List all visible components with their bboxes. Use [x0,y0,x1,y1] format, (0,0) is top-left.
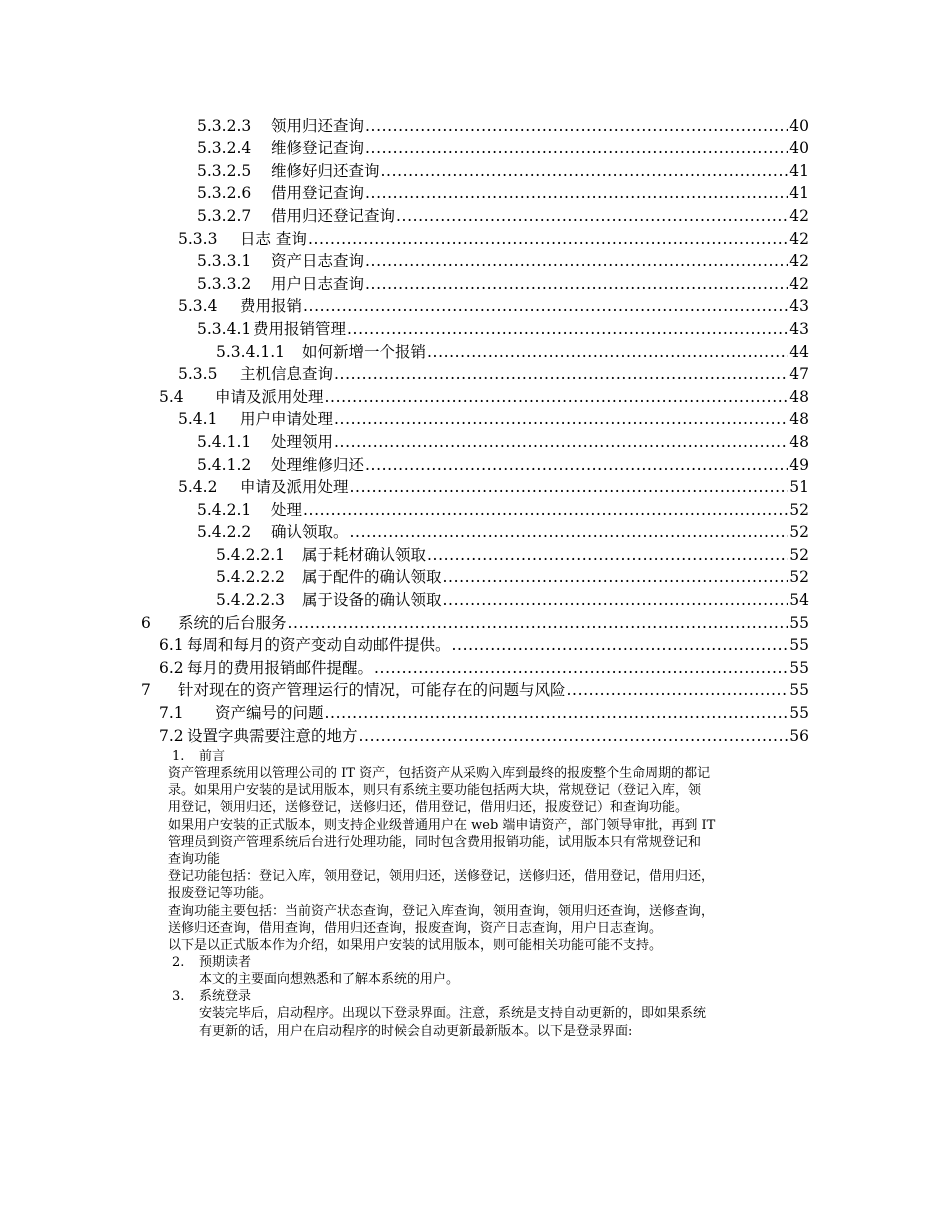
toc-entry-title: 处理 [271,500,303,519]
toc-entry-number: 5.3.4.1 [197,319,252,338]
table-of-contents [0,113,950,746]
toc-page-number: 43 [789,297,809,316]
toc-entry-number: 5.4.2.1 [197,500,252,519]
toc-entry-title: 用户申请处理 [240,410,334,429]
toc-page-number: 48 [789,432,809,451]
paragraph [168,868,950,902]
toc-page-number: 49 [789,455,809,474]
toc-dot-leader [325,387,789,407]
paragraph-line: 以下是以正式版本作为介绍，如果用户安装的试用版本，则可能相关功能可能不支持。 [168,938,663,954]
toc-entry-title: 维修登记查询 [271,139,365,158]
toc-dot-leader [288,613,789,633]
section-title: 系统登录 [199,989,252,1005]
toc-page-number: 55 [789,613,809,632]
toc-entry-number: 5.3.4.1.1 [216,342,286,361]
toc-entry[interactable] [0,475,950,498]
toc-entry-number: 7.1 [159,704,184,723]
toc-entry[interactable] [0,249,950,272]
toc-entry-title: 费用报销管理 [253,319,347,338]
toc-entry-number: 6.2 [159,658,184,677]
toc-dot-leader [452,635,789,655]
toc-entry[interactable] [0,678,950,701]
toc-entry-number: 5.4 [159,387,184,406]
section-title: 前言 [199,749,226,764]
toc-entry[interactable] [0,565,950,588]
paragraph-line: 报废登记等功能。 [168,886,273,902]
toc-entry-title: 申请及派用处理 [215,387,324,406]
paragraph-line: 查询功能主要包括：当前资产状态查询，登记入库查询，领用查询，领用归还查询，送修查询， [168,903,715,919]
toc-entry-title: 主机信息查询 [240,365,334,384]
toc-dot-leader [365,251,788,271]
toc-page-number: 40 [789,116,809,135]
paragraph-line: 管理员到资产管理系统后台进行处理功能，同时包含费用报销功能，试用版本只有常规登记和 [168,834,702,850]
toc-entry-title: 属于配件的确认领取 [302,568,442,587]
toc-entry[interactable] [0,520,950,543]
toc-page-number: 42 [789,206,809,225]
toc-page-number: 40 [789,139,809,158]
paragraph-line: 登记功能包括：登记入库，领用登记，领用归还，送修登记，送修归还，借用登记，借用归还， [168,869,715,885]
toc-entry[interactable] [0,136,950,159]
toc-entry-title: 借用归还登记查询 [271,206,396,225]
toc-entry[interactable] [0,271,950,294]
toc-entry-number: 5.3.3.2 [197,274,252,293]
toc-entry[interactable] [0,452,950,475]
toc-page-number: 55 [789,658,809,677]
toc-dot-leader [365,274,788,294]
toc-entry-title: 资产日志查询 [271,252,365,271]
toc-page-number: 52 [789,500,809,519]
toc-dot-leader [347,319,788,339]
toc-entry-number: 6 [141,613,151,632]
toc-entry-title: 确认领取。 [271,523,349,542]
paragraph-line: 有更新的话，用户在启动程序的时候会自动更新最新版本。以下是登录界面: [199,1023,633,1039]
toc-dot-leader [443,567,789,587]
toc-page-number: 42 [789,252,809,271]
toc-entry-number: 5.3.2.6 [197,184,252,203]
toc-page-number: 54 [789,591,809,610]
toc-entry[interactable] [0,362,950,385]
toc-page-number: 44 [789,342,809,361]
toc-entry[interactable] [0,158,950,181]
toc-page-number: 55 [789,681,809,700]
toc-dot-leader [350,477,789,497]
toc-entry-number: 6.1 [159,636,184,655]
toc-page-number: 42 [789,229,809,248]
paragraph [168,937,950,954]
paragraph-line: 查询功能 [168,852,221,868]
toc-entry[interactable] [0,113,950,136]
toc-page-number: 42 [789,274,809,293]
toc-page-number: 41 [789,161,809,180]
toc-dot-leader [567,680,789,700]
toc-page-number: 52 [789,568,809,587]
paragraph-line: 录。如果用户安装的是试用版本，则只有系统主要功能包括两大块，常规登记（登记入库，领 [168,783,702,799]
section-heading [0,748,950,765]
toc-page-number: 51 [789,478,809,497]
toc-entry-title: 每周和每月的资产变动自动邮件提供。 [187,636,451,655]
toc-dot-leader [359,726,789,746]
paragraph-line: 如果用户安装的正式版本，则支持企业级普通用户在 web 端申请资产，部门领导审批，再到 IT [168,817,716,833]
toc-entry-title: 属于耗材确认领取 [302,545,427,564]
toc-dot-leader [427,545,788,565]
toc-entry[interactable] [0,610,950,633]
toc-dot-leader [374,658,788,678]
paragraph-line: 安装完毕后，启动程序。出现以下登录界面。注意，系统是支持自动更新的，即如果系统 [199,1006,707,1022]
paragraph [168,817,950,869]
toc-entry[interactable] [0,542,950,565]
toc-entry-number: 5.3.3 [178,229,218,248]
toc-entry-number: 5.3.3.1 [197,252,252,271]
toc-dot-leader [334,364,788,384]
toc-entry[interactable] [0,723,950,746]
toc-dot-leader [303,500,788,520]
toc-dot-leader [365,116,788,136]
toc-entry-number: 5.3.5 [178,365,218,384]
toc-dot-leader [365,183,788,203]
toc-entry-number: 5.4.1 [178,410,218,429]
toc-entry-title: 处理维修归还 [271,455,365,474]
toc-page-number: 47 [789,365,809,384]
toc-dot-leader [334,409,788,429]
toc-entry[interactable] [0,587,950,610]
toc-entry[interactable] [0,429,950,452]
toc-entry-number: 7.2 [159,726,184,745]
toc-page-number: 52 [789,523,809,542]
toc-page-number: 52 [789,545,809,564]
toc-page-number: 56 [789,726,809,745]
toc-entry-title: 领用归还查询 [271,116,365,135]
paragraph-line: 资产管理系统用以管理公司的 IT 资产，包括资产从采购入库到最终的报废整个生命周期的都记 [168,766,711,781]
toc-entry-number: 5.4.2 [178,478,218,497]
toc-entry-number: 5.4.2.2.1 [216,545,286,564]
toc-dot-leader [427,342,788,362]
toc-entry-title: 借用登记查询 [271,184,365,203]
toc-dot-leader [365,455,788,475]
toc-entry[interactable] [0,633,950,656]
document-body [0,748,950,1040]
toc-entry-number: 5.4.1.1 [197,432,252,451]
toc-entry[interactable] [0,226,950,249]
toc-page-number: 43 [789,319,809,338]
toc-entry[interactable] [0,294,950,317]
paragraph [199,971,950,988]
paragraph [168,765,950,817]
toc-entry[interactable] [0,181,950,204]
toc-dot-leader [365,138,788,158]
section-title: 预期读者 [199,955,252,971]
section-number: 1. [172,749,185,764]
toc-dot-leader [350,522,789,542]
section-number: 2. [172,955,185,971]
toc-entry-title: 费用报销 [240,297,303,316]
toc-entry-number: 5.4.2.2 [197,523,252,542]
toc-entry[interactable] [0,497,950,520]
toc-dot-leader [381,161,789,181]
toc-dot-leader [308,229,788,249]
paragraph-line: 送修归还查询，借用查询，借用归还查询，报废查询，资产日志查询，用户日志查询。 [168,920,663,936]
toc-page-number: 41 [789,184,809,203]
toc-entry-title: 每月的费用报销邮件提醒。 [187,658,374,677]
toc-entry[interactable] [0,700,950,723]
toc-dot-leader [303,296,788,316]
toc-entry-number: 5.3.2.4 [197,139,252,158]
toc-entry-title: 属于设备的确认领取 [302,591,442,610]
toc-entry[interactable] [0,384,950,407]
toc-entry-number: 5.3.2.7 [197,206,252,225]
toc-entry-title: 设置字典需要注意的地方 [187,726,358,745]
toc-entry-title: 维修好归还查询 [271,161,380,180]
toc-page-number: 55 [789,704,809,723]
toc-entry[interactable] [0,655,950,678]
paragraph [168,903,950,937]
section-heading [0,954,950,971]
toc-entry-title: 如何新增一个报销 [302,342,427,361]
toc-entry-number: 5.3.2.5 [197,161,252,180]
toc-page-number: 48 [789,387,809,406]
toc-entry[interactable] [0,203,950,226]
toc-page-number: 55 [789,636,809,655]
toc-entry-title: 处理领用 [271,432,334,451]
toc-entry-number: 5.3.4 [178,297,218,316]
toc-entry[interactable] [0,316,950,339]
toc-dot-leader [325,703,789,723]
toc-dot-leader [443,590,789,610]
toc-entry-title: 日志 查询 [240,229,307,248]
toc-dot-leader [396,206,788,226]
paragraph-line: 用登记，领用归还，送修登记，送修归还，借用登记，借用归还，报废登记）和查询功能。 [168,800,689,816]
section-heading [0,988,950,1005]
toc-entry-title: 系统的后台服务 [178,613,287,632]
toc-entry[interactable] [0,407,950,430]
toc-page-number: 48 [789,410,809,429]
toc-dot-leader [334,432,788,452]
toc-entry-title: 申请及派用处理 [240,478,349,497]
toc-entry[interactable] [0,339,950,362]
toc-entry-title: 用户日志查询 [271,274,365,293]
toc-entry-number: 5.4.1.2 [197,455,252,474]
paragraph-line: 本文的主要面向想熟悉和了解本系统的用户。 [199,972,460,988]
toc-entry-number: 5.4.2.2.2 [216,568,286,587]
toc-entry-title: 资产编号的问题 [215,704,324,723]
toc-entry-number: 5.3.2.3 [197,116,252,135]
paragraph [199,1005,950,1039]
toc-entry-title: 针对现在的资产管理运行的情况，可能存在的问题与风险 [178,681,566,700]
toc-entry-number: 5.4.2.2.3 [216,591,286,610]
section-number: 3. [172,989,185,1005]
toc-entry-number: 7 [141,681,151,700]
